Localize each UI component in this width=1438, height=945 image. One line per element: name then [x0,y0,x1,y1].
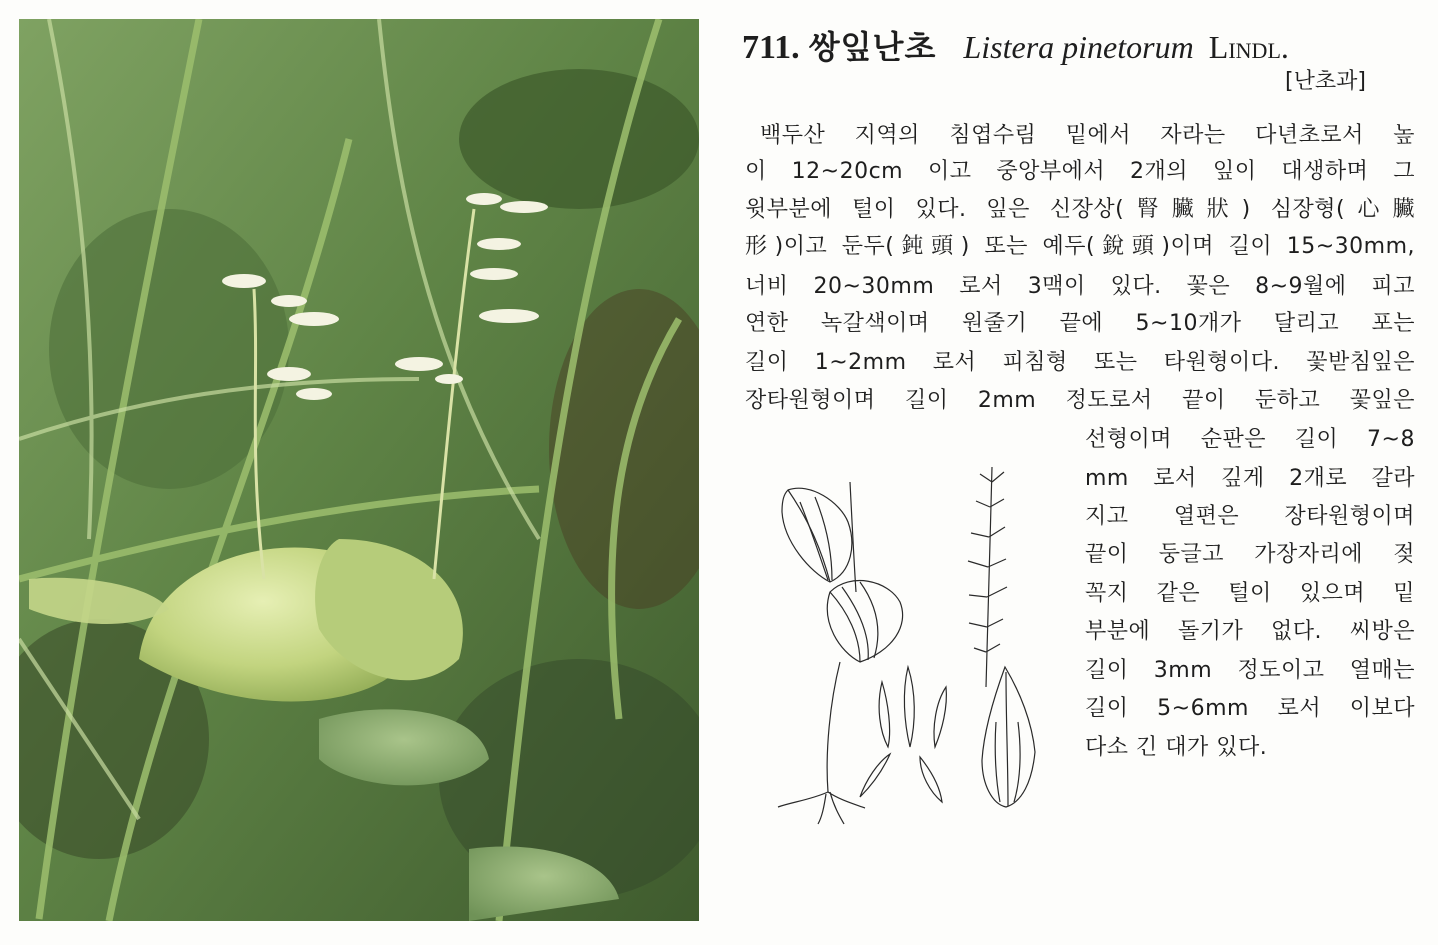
description-line: 선형이며 순판은 길이 7~8 [1085,427,1415,452]
description-line: 길이 5~6mm 로서 이보다 [1085,696,1415,721]
description-line: 연한 녹갈색이며 원줄기 끝에 5~10개가 달리고 포는 [745,311,1415,336]
botanical-drawing-icon [770,462,1070,827]
plant-photo [19,19,699,921]
description-line: 장타원형이며 길이 2mm 정도로서 끝이 둔하고 꽃잎은 [745,388,1415,413]
korean-name: 쌍잎난초 [808,28,937,66]
species-header [742,22,1422,66]
description-line: 形)이고 둔두(鈍頭) 또는 예두(銳頭)이며 길이 15~30mm, [745,234,1415,259]
description-line: 다소 긴 대가 있다. [1085,735,1268,760]
description-line: 꼭지 같은 털이 있으며 밑 [1085,581,1415,606]
description-line: 길이 3mm 정도이고 열매는 [1085,658,1415,683]
description-line: 백두산 지역의 침엽수림 밑에서 자라는 다년초로서 높 [760,123,1415,148]
family-name: [난초과] [1285,69,1366,94]
description-line: 이 12~20cm 이고 중앙부에서 2개의 잎이 대생하며 그 [745,159,1415,184]
description-line: 길이 1~2mm 로서 피침형 또는 타원형이다. 꽃받침잎은 [745,350,1415,375]
author-name: Lindl. [1208,29,1289,65]
description-line: 끝이 둥글고 가장자리에 젖 [1085,542,1415,567]
scientific-name: Listera pinetorum [963,29,1194,65]
description-line: 부분에 돌기가 없다. 씨방은 [1085,619,1415,644]
botanical-drawing [770,462,1070,827]
description-line: mm 로서 깊게 2개로 갈라 [1085,466,1415,491]
description-line: 너비 20~30mm 로서 3맥이 있다. 꽃은 8~9월에 피고 [745,274,1415,299]
orchid-photo-icon [19,19,699,921]
entry-number: 711. [742,29,800,66]
description-line: 윗부분에 털이 있다. 잎은 신장상(腎臟狀) 심장형(心臟 [745,197,1415,222]
description-line: 지고 열편은 장타원형이며 [1085,504,1415,529]
